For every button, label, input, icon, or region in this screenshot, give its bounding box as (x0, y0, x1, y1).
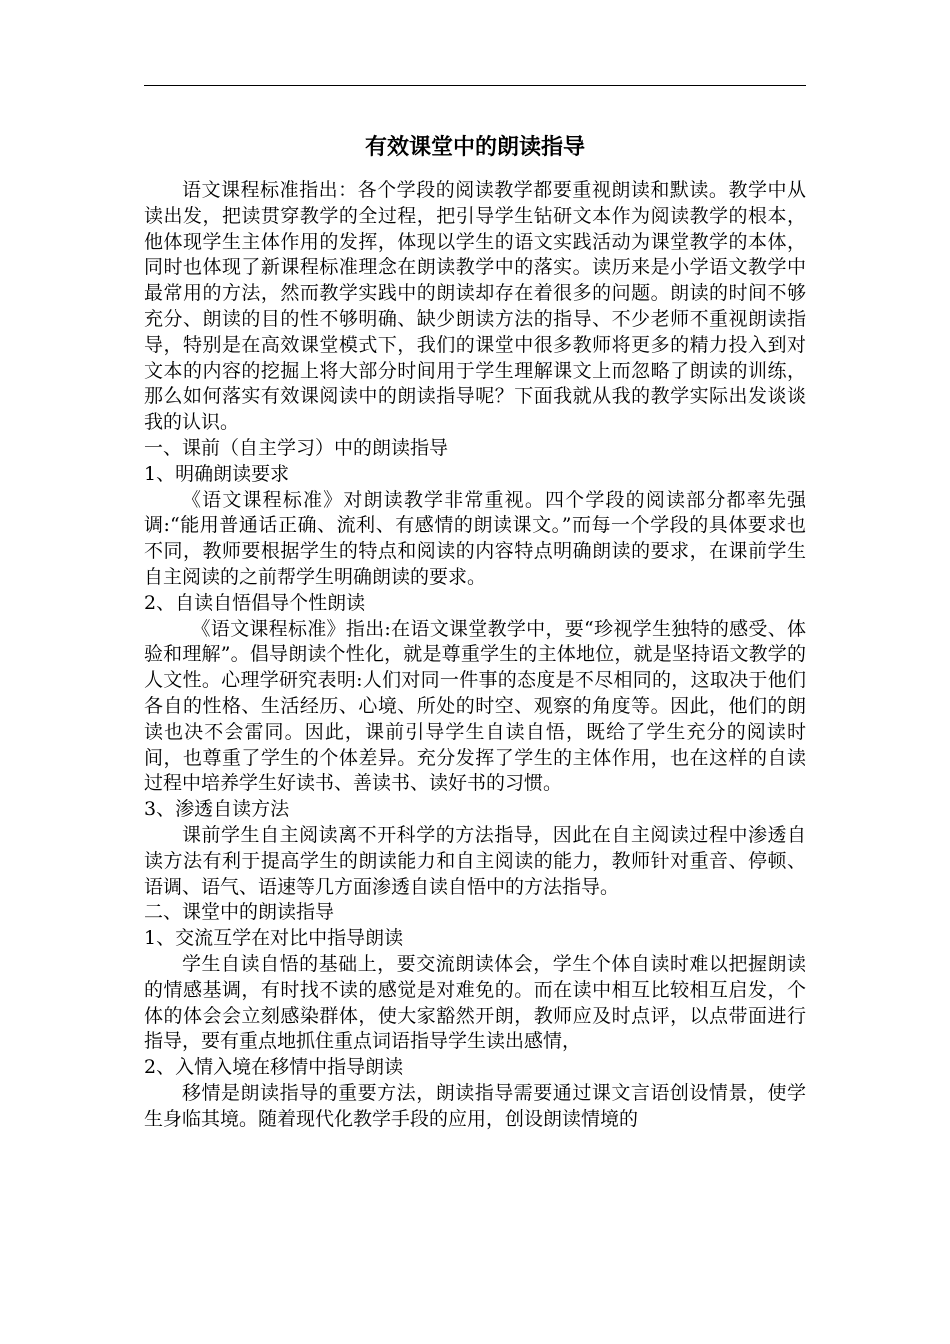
document-body (144, 178, 806, 1132)
intro-paragraph: 语文课程标准指出：各个学段的阅读教学都要重视朗读和默读。教学中从读出发，把读贯穿教学的全过程，把引导学生钻研文本作为阅读教学的根本，他体现学生主体作用的发挥，体现以学生的语文实践活动为课堂教学的本体，同时也体现了新课程标准理念在朗读教学中的落实。读历来是小学语文教学中最常用的方法，然而教学实践中的朗读却存在着很多的问题。朗读的时间不够充分、朗读的目的性不够明确、缺少朗读方法的指导、不少老师不重视朗读指导，特别是在高效课堂模式下，我们的课堂中很多教师将更多的精力投入到对文本的内容的挖掘上将大部分时间用于学生理解课文上而忽略了朗读的训练，那么如何落实有效课阅读中的朗读指导呢？下面我就从我的教学实际出发谈谈我的认识。 (144, 179, 806, 434)
subsection-heading-2-1: 1、交流互学在对比中指导朗读 (144, 927, 404, 950)
section-heading-2: 二、课堂中的朗读指导 (144, 901, 335, 924)
document-title: 有效课堂中的朗读指导 (364, 135, 585, 160)
section-heading-1: 一、课前（自主学习）中的朗读指导 (144, 436, 449, 459)
paragraph-1-2: 《语文课程标准》指出:在语文课堂教学中，要“珍视学生独特的感受、体验和理解”。倡导朗读个性化，就是尊重学生的主体地位，就是坚持语文教学的人文性。心理学研究表明:人们对同一件事的态度是不尽相同的，这取决于他们各自的性格、生活经历、心境、所处的时空、观察的角度等。因此，他们的朗读也决不会雷同。因此，课前引导学生自读自悟，既给了学生充分的阅读时间，也尊重了学生的个体差异。充分发挥了学生的主体作用，也在这样的自读过程中培养学生好读书、善读书、读好书的习惯。 (144, 617, 806, 795)
paragraph-2-2: 移情是朗读指导的重要方法，朗读指导需要通过课文言语创设情景，使学生身临其境。随着现代化教学手段的应用，创设朗读情境的 (144, 1081, 806, 1130)
paragraph-2-1: 学生自读自悟的基础上，要交流朗读体会，学生个体自读时难以把握朗读的情感基调，有时找不读的感觉是对难免的。而在读中相互比较相互启发，个体的体会会立刻感染群体，使大家豁然开朗，教师应及时点评，以点带面进行指导，要有重点地抓住重点词语指导学生读出感情， (144, 952, 806, 1053)
paragraph-1-3: 课前学生自主阅读离不开科学的方法指导，因此在自主阅读过程中渗透自读方法有利于提高学生的朗读能力和自主阅读的能力，教师针对重音、停顿、语调、语气、语速等几方面渗透自读自悟中的方法指导。 (144, 823, 806, 898)
subsection-heading-2-2: 2、入情入境在移情中指导朗读 (144, 1056, 404, 1079)
paragraph-1-1: 《语文课程标准》对朗读教学非常重视。四个学段的阅读部分都率先强调:“能用普通话正确、流利、有感情的朗读课文。”而每一个学段的具体要求也不同，教师要根据学生的特点和阅读的内容特点明确朗读的要求，在课前学生自主阅读的之前帮学生明确朗读的要求。 (144, 488, 806, 588)
header-rule (144, 85, 806, 86)
subsection-heading-1-3: 3、渗透自读方法 (144, 798, 290, 821)
subsection-heading-1-1: 1、明确朗读要求 (144, 462, 290, 485)
subsection-heading-1-2: 2、自读自悟倡导个性朗读 (144, 591, 366, 614)
